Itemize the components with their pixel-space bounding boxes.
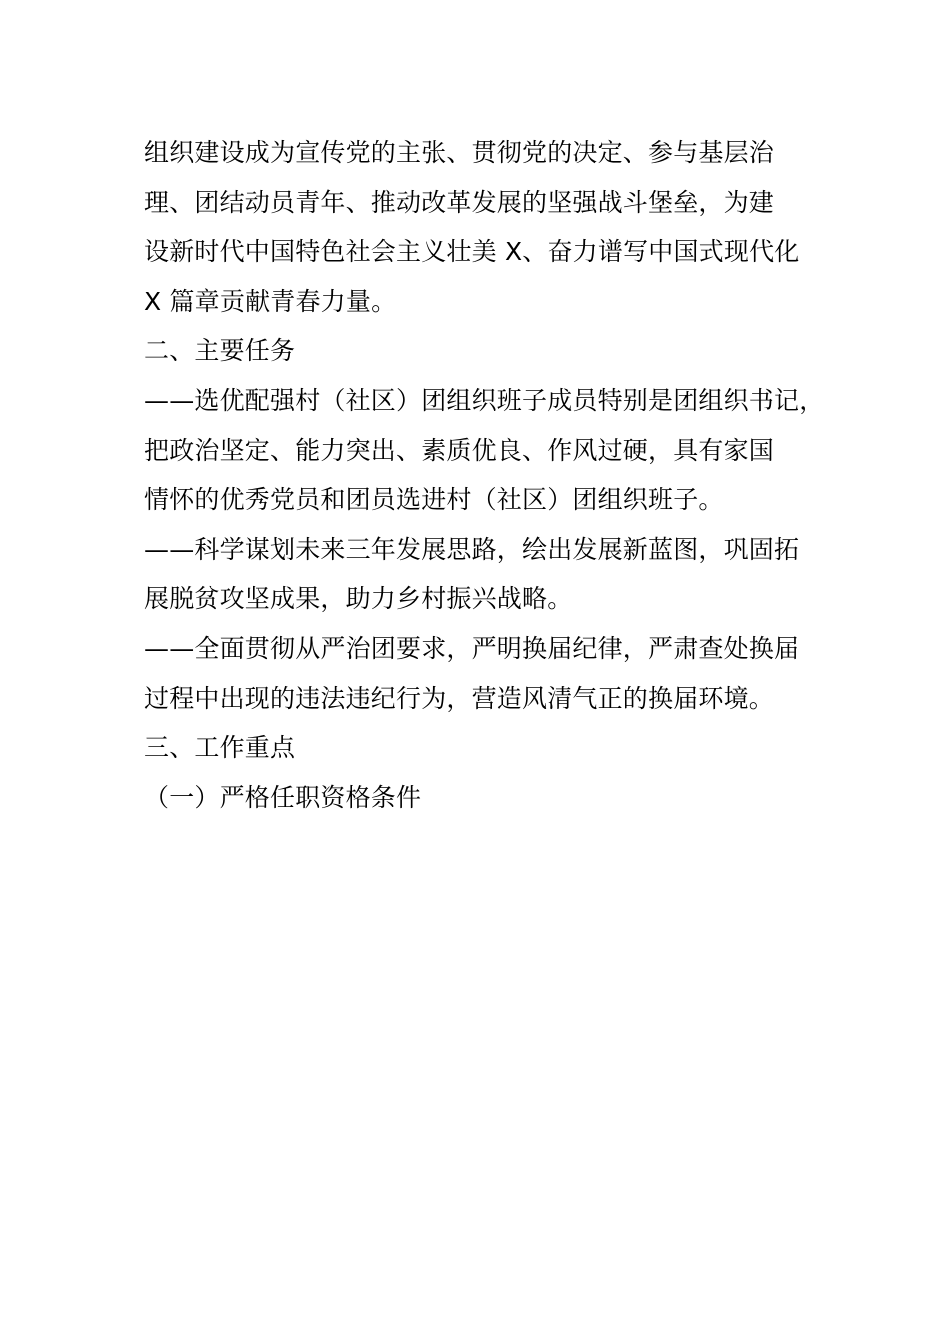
task-item-line: ——科学谋划未来三年发展思路，绘出发展新蓝图，巩固拓 [144, 534, 800, 564]
task-item-line: 情怀的优秀党员和团员选进村（社区）团组织班子。 [144, 485, 724, 515]
document-body [144, 128, 834, 822]
task-item-line: ——选优配强村（社区）团组织班子成员特别是团组织书记， [144, 385, 825, 415]
section-heading: 三、工作重点 [144, 733, 296, 763]
task-item-line: 过程中出现的违法违纪行为，营造风清气正的换届环境。 [144, 683, 775, 713]
paragraph-line: 组织建设成为宣传党的主张、贯彻党的决定、参与基层治 [144, 138, 775, 167]
paragraph-line: X 篇章贡献青春力量。 [144, 286, 397, 316]
task-item-line: ——全面贯彻从严治团要求，严明换届纪律，严肃查处换届 [144, 633, 800, 663]
task-item-line: 展脱贫攻坚成果，助力乡村振兴战略。 [144, 584, 573, 614]
paragraph-line: 理、团结动员青年、推动改革发展的坚强战斗堡垒，为建 [144, 187, 775, 217]
paragraph-line: 设新时代中国特色社会主义壮美 X、奋力谱写中国式现代化 [144, 237, 800, 267]
task-item-line: 把政治坚定、能力突出、素质优良、作风过硬，具有家国 [144, 435, 775, 465]
subsection-heading: （一）严格任职资格条件 [144, 782, 422, 812]
section-heading: 二、主要任务 [144, 336, 296, 366]
